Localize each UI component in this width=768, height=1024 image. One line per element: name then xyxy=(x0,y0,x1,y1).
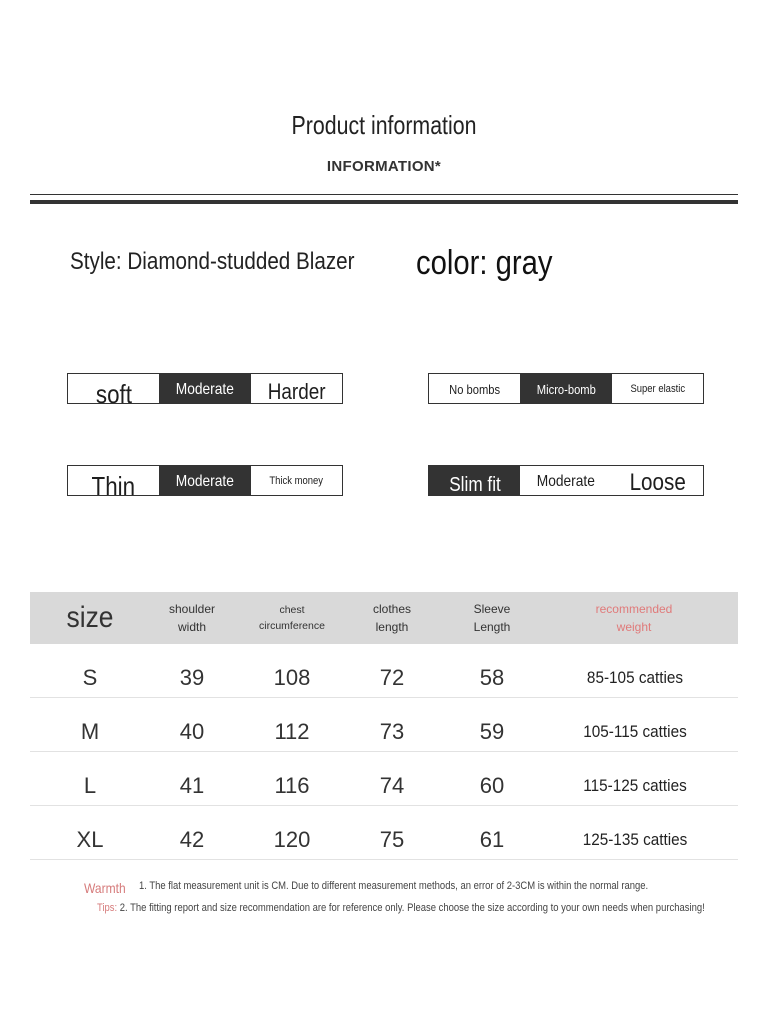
fit-option-slim-fit: Slim fit xyxy=(429,466,520,495)
cell-weight: 125-135 catties xyxy=(582,830,688,849)
cell-size: L xyxy=(83,773,97,798)
cell-shoulder: 39 xyxy=(179,665,205,690)
cell-sleeve: 60 xyxy=(479,773,505,798)
cell-size: S xyxy=(82,665,98,690)
fit-option-moderate: Moderate xyxy=(536,473,596,490)
header-shoulder-width: shoulder width xyxy=(168,602,216,634)
header-sleeve-length: Sleeve Length xyxy=(473,602,511,634)
header-chest-circumference: chest circumference xyxy=(259,604,325,632)
header-size: size xyxy=(66,601,114,634)
notes-line-1: 1. The flat measurement unit is CM. Due to different measurement methods, an error of 2-3CM is within the normal range. xyxy=(139,880,649,892)
fit-scale xyxy=(428,465,704,496)
notes-line-2-text: 2. The fitting report and size recommendation are for reference only. Please choose the size according to your own needs when purchasing! xyxy=(119,902,705,914)
cell-length: 73 xyxy=(379,719,405,744)
notes-label: Warmth xyxy=(84,880,126,896)
divider-thick xyxy=(30,200,738,204)
cell-sleeve: 61 xyxy=(479,827,505,852)
thickness-option-thick-money: Thick money xyxy=(269,475,324,487)
cell-chest: 116 xyxy=(274,773,310,798)
cell-sleeve: 59 xyxy=(479,719,505,744)
cell-chest: 120 xyxy=(273,827,311,852)
cell-size: XL xyxy=(76,827,104,852)
softness-option-harder: Harder xyxy=(267,379,326,403)
elasticity-option-no-bombs: No bombs xyxy=(449,382,501,397)
fit-option-loose: Loose xyxy=(629,469,686,495)
elasticity-option-micro-bomb: Micro-bomb xyxy=(520,374,611,403)
tips-label: Tips: xyxy=(97,902,118,914)
softness-option-moderate: Moderate xyxy=(159,374,250,403)
cell-weight: 115-125 catties xyxy=(583,776,687,795)
cell-shoulder: 41 xyxy=(179,773,205,798)
cell-size: M xyxy=(80,719,100,744)
page-subtitle: INFORMATION* xyxy=(326,158,442,175)
header-recommended-weight: recommended weight xyxy=(595,602,673,634)
cell-weight: 85-105 catties xyxy=(586,668,684,687)
header-clothes-length: clothes length xyxy=(372,602,412,634)
cell-length: 75 xyxy=(379,827,405,852)
thickness-option-thin: Thin xyxy=(91,471,136,495)
product-color: color: gray xyxy=(416,244,553,282)
notes-line-2 xyxy=(97,902,705,914)
cell-weight: 105-115 catties xyxy=(583,722,687,741)
cell-shoulder: 40 xyxy=(179,719,205,744)
elasticity-option-super-elastic: Super elastic xyxy=(629,383,685,395)
thickness-scale xyxy=(67,465,343,496)
softness-scale xyxy=(67,373,343,404)
cell-sleeve: 58 xyxy=(479,665,505,690)
cell-chest: 112 xyxy=(274,719,310,744)
elasticity-scale xyxy=(428,373,704,404)
page-title: Product information xyxy=(291,110,477,140)
cell-length: 74 xyxy=(379,773,405,798)
cell-chest: 108 xyxy=(273,665,311,690)
thickness-option-moderate: Moderate xyxy=(159,466,250,495)
cell-shoulder: 42 xyxy=(179,827,205,852)
softness-option-soft: soft xyxy=(95,379,132,403)
divider-thin xyxy=(30,194,738,195)
cell-length: 72 xyxy=(379,665,405,690)
product-style: Style: Diamond-studded Blazer xyxy=(70,248,355,275)
